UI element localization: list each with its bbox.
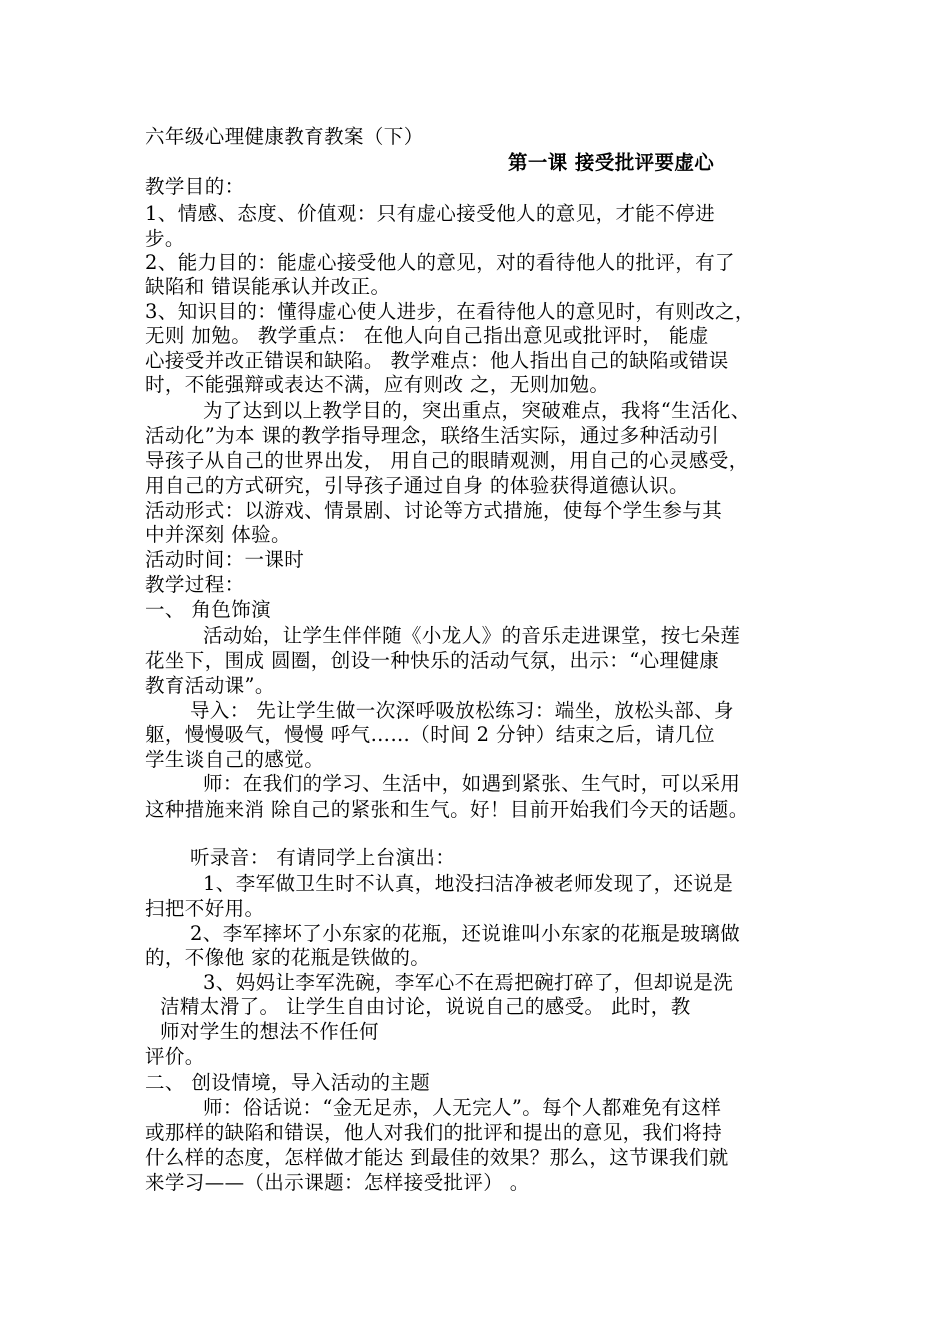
text-line: 为了达到以上教学目的，突出重点，突破难点，我将“生活化、: [203, 399, 751, 422]
text-line: 什么样的态度，怎样做才能达 到最佳的效果？那么，这节课我们就: [145, 1146, 729, 1169]
text-line: 教学过程：: [145, 573, 245, 596]
text-line: 步。: [145, 227, 185, 250]
text-line: 中并深刻 体验。: [145, 523, 291, 546]
text-line: 1、李军做卫生时不认真，地没扫洁净被老师发现了，还说是: [203, 872, 734, 895]
text-line: 时，不能强辩或表达不满，应有则改 之，无则加勉。: [145, 373, 610, 396]
text-line: 的，不像他 家的花瓶是铁做的。: [145, 946, 431, 969]
document-heading: 六年级心理健康教育教案（下）: [145, 125, 424, 148]
text-line: 花坐下，围成 圆圈，创设一种快乐的活动气氛，出示：“心理健康: [145, 649, 720, 672]
text-line: 活动化”为本 课的教学指导理念，联络生活实际，通过多种活动引: [145, 424, 720, 447]
text-line: 导入： 先让学生做一次深呼吸放松练习：端坐，放松头部、身: [190, 699, 734, 722]
section-heading: 二、 创设情境，导入活动的主题: [145, 1071, 431, 1094]
text-line: 师对学生的想法不作任何: [160, 1020, 379, 1043]
text-line: 听录音： 有请同学上台演出：: [190, 846, 456, 869]
text-line: 评价。: [145, 1045, 205, 1068]
text-line: 这种措施来消 除自己的紧张和生气。好！目前开始我们今天的话题。: [145, 798, 749, 821]
text-line: 2、李军摔坏了小东家的花瓶，还说谁叫小东家的花瓶是玻璃做: [190, 922, 741, 945]
text-line: 师：俗话说：“金无足赤，人无完人”。每个人都难免有这样: [203, 1096, 722, 1119]
text-line: 2、能力目的：能虚心接受他人的意见，对的看待他人的批评，有了: [145, 251, 735, 274]
text-line: 心接受并改正错误和缺陷。 教学难点：他人指出自己的缺陷或错误: [145, 349, 729, 372]
text-line: 学生谈自己的感觉。: [145, 748, 325, 771]
text-line: 活动时间：一课时: [145, 548, 305, 571]
text-line: 缺陷和 错误能承认并改正。: [145, 275, 391, 298]
text-line: 无则 加勉。 教学重点： 在他人向自己指出意见或批评时， 能虚: [145, 324, 709, 347]
text-line: 来学习——（出示课题：怎样接受批评） 。: [145, 1171, 530, 1194]
text-line: 教学目的：: [145, 175, 245, 198]
text-line: 3、知识目的：懂得虚心使人进步，在看待他人的意见时，有则改之，: [145, 300, 755, 323]
text-line: 用自己的方式研究，引导孩子通过自身 的体验获得道德认识。: [145, 474, 689, 497]
lesson-title: 第一课 接受批评要虚心: [508, 151, 715, 174]
text-line: 师：在我们的学习、生活中，如遇到紧张、生气时，可以采用: [203, 772, 741, 795]
section-heading: 一、 角色饰演: [145, 598, 271, 621]
text-line: 教育活动课”。: [145, 674, 275, 697]
text-line: 1、情感、态度、价值观：只有虚心接受他人的意见，才能不停进: [145, 202, 716, 225]
text-line: 导孩子从自己的世界出发， 用自己的眼睛观测，用自己的心灵感受，: [145, 449, 749, 472]
text-line: 或那样的缺陷和错误，他人对我们的批评和提出的意见，我们将持: [145, 1121, 723, 1144]
text-line: 活动形式：以游戏、情景剧、讨论等方式措施，使每个学生参与其: [145, 499, 723, 522]
text-line: 扫把不好用。: [145, 897, 265, 920]
text-line: 躯，慢慢吸气，慢慢 呼气……（时间 2 分钟）结束之后，请几位: [145, 723, 715, 746]
text-line: 活动始，让学生伴伴随《小龙人》的音乐走进课堂，按七朵莲: [203, 624, 741, 647]
text-line: 洁精太滑了。 让学生自由讨论，说说自己的感受。 此时，教: [160, 995, 691, 1018]
text-line: 3、妈妈让李军洗碗，李军心不在焉把碗打碎了，但却说是洗: [203, 971, 734, 994]
